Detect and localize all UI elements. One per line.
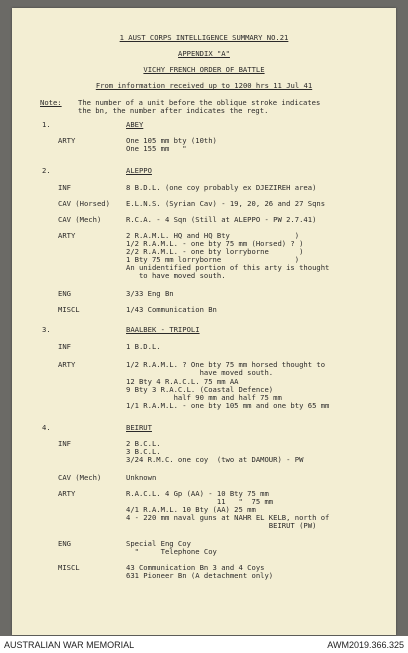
section-number: 3. <box>42 325 51 334</box>
entry-label: MISCL <box>58 563 80 572</box>
entry-label: ENG <box>58 289 71 298</box>
document-title: VICHY FRENCH ORDER OF BATTLE <box>143 65 265 74</box>
entry-line: 3/33 Eng Bn <box>126 289 174 298</box>
entry-line: An unidentified portion of this arty is thought <box>126 263 330 272</box>
entry-label: INF <box>58 439 71 448</box>
entry-label: MISCL <box>58 305 80 314</box>
archive-name: AUSTRALIAN WAR MEMORIAL <box>4 640 135 650</box>
entry-line: 1/2 R.A.M.L. - one bty 75 mm (Horsed) ? ) <box>126 239 304 248</box>
entry-label: ENG <box>58 539 71 548</box>
entry-line: to have moved south. <box>126 271 226 280</box>
entry-line: " Telephone Coy <box>126 547 217 556</box>
entry-line: 4/1 R.A.M.L. 10 Bty (AA) 25 mm <box>126 505 256 514</box>
entry-label: ARTY <box>58 360 76 369</box>
entry-line: 4 - 220 mm naval guns at NAHR EL KELB, north of <box>126 513 330 522</box>
summary-title: 1 AUST CORPS INTELLIGENCE SUMMARY NO.21 <box>119 33 289 42</box>
section-place: ALEPPO <box>126 166 152 175</box>
entry-line: 12 Bty 4 R.A.C.L. 75 mm AA <box>126 377 239 386</box>
entry-line: Unknown <box>126 473 157 482</box>
document-page <box>12 8 396 635</box>
entry-line: E.L.N.S. (Syrian Cav) - 19, 20, 26 and 27 Sqns <box>126 199 326 208</box>
entry-line: Special Eng Coy <box>126 539 191 548</box>
entry-line: BEIRUT (PW) <box>126 521 317 530</box>
entry-line: 3 B.C.L. <box>126 447 161 456</box>
entry-line: One 105 mm bty (10th) <box>126 136 217 145</box>
entry-line: 9 Bty 3 R.A.C.L. (Coastal Defence) <box>126 385 274 394</box>
entry-line: 631 Pioneer Bn (A detachment only) <box>126 571 274 580</box>
note-line: The number of a unit before the oblique stroke indicates <box>78 98 321 107</box>
archive-reference: AWM2019.366.325 <box>327 640 404 650</box>
section-number: 2. <box>42 166 51 175</box>
entry-line: One 155 mm " <box>126 144 187 153</box>
entry-label: ARTY <box>58 489 76 498</box>
entry-line: 43 Communication Bn 3 and 4 Coys <box>126 563 265 572</box>
entry-line: 1/1 R.A.M.L. - one bty 105 mm and one bty 65 mm <box>126 401 330 410</box>
entry-line: 1/2 R.A.M.L. ? One bty 75 mm horsed thought to <box>126 360 326 369</box>
note-line: the bn, the number after indicates the regt. <box>78 106 269 115</box>
section-place: BEIRUT <box>126 423 152 432</box>
entry-label: CAV (Horsed) <box>58 199 110 208</box>
entry-label: INF <box>58 342 71 351</box>
archive-footer <box>0 636 408 653</box>
entry-line: 3/24 R.M.C. one coy (two at DAMOUR) - PW <box>126 455 304 464</box>
section-number: 4. <box>42 423 51 432</box>
entry-line: have moved south. <box>126 368 274 377</box>
entry-line: 1 Bty 75 mm lorryborne ) <box>126 255 300 264</box>
information-date: From information received up to 1200 hrs 11 Jul 41 <box>95 81 313 90</box>
entry-label: INF <box>58 183 71 192</box>
entry-line: R.A.C.L. 4 Gp (AA) - 10 Bty 75 mm <box>126 489 269 498</box>
entry-line: half 90 mm and half 75 mm <box>126 393 282 402</box>
entry-line: 11 " 75 mm <box>126 497 274 506</box>
entry-label: ARTY <box>58 136 76 145</box>
entry-label: CAV (Mech) <box>58 473 102 482</box>
section-place: BAALBEK - TRIPOLI <box>126 325 200 334</box>
entry-line: 8 B.D.L. (one coy probably ex DJEZIREH area) <box>126 183 317 192</box>
appendix-title: APPENDIX "A" <box>178 49 230 58</box>
note-label: Note: <box>40 98 62 107</box>
entry-line: 2 R.A.M.L. HQ and HQ Bty ) <box>126 231 300 240</box>
entry-line: 1/43 Communication Bn <box>126 305 217 314</box>
entry-label: ARTY <box>58 231 76 240</box>
entry-label: CAV (Mech) <box>58 215 102 224</box>
entry-line: 1 B.D.L. <box>126 342 161 351</box>
section-place: ABEY <box>126 120 144 129</box>
section-number: 1. <box>42 120 51 129</box>
entry-line: R.C.A. - 4 Sqn (Still at ALEPPO - PW 2.7.41) <box>126 215 317 224</box>
entry-line: 2/2 R.A.M.L. - one bty lorryborne ) <box>126 247 304 256</box>
entry-line: 2 B.C.L. <box>126 439 161 448</box>
